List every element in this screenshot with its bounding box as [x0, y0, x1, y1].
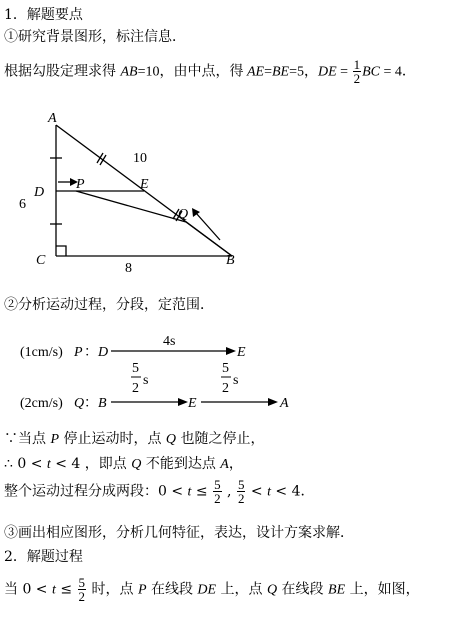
var-p: P	[50, 432, 60, 447]
because-line	[4, 428, 265, 448]
section-2-number: 2．	[4, 549, 27, 565]
text-segment: =	[336, 64, 352, 80]
text-segment: 上，点	[216, 581, 267, 598]
step-3-text: ③画出相应图形，分析几何特征，表达，设计方案求解．	[4, 525, 354, 541]
fraction-numerator: 1	[353, 57, 361, 72]
section-2-title: 解题过程	[26, 549, 83, 565]
text-segment: =	[264, 64, 272, 80]
text-segment: ,	[222, 483, 236, 500]
text-segment: ≤	[55, 581, 77, 598]
fraction-five-halves	[213, 478, 222, 505]
text-segment: ，	[228, 456, 243, 472]
motion-q-arrow-head-2	[268, 398, 278, 406]
motion-p-speed: (1cm/s)	[20, 345, 63, 360]
fraction-five-halves	[78, 576, 87, 603]
step-1-text: ①研究背景图形，标注信息．	[4, 29, 186, 45]
motion-q-time-1	[131, 361, 148, 396]
text-segment: <	[246, 483, 268, 500]
time-2-den: 2	[222, 381, 229, 396]
label-d: D	[34, 185, 45, 200]
text-segment: 整个运动过程分成两段：0 <	[4, 483, 188, 500]
case-line	[4, 576, 420, 603]
fraction-denominator: 2	[78, 589, 86, 604]
label-len-ac: 6	[19, 197, 26, 212]
motion-q-name: Q	[74, 396, 85, 411]
section-1-title: 解题要点	[26, 7, 83, 23]
motion-q-colon: ：	[84, 396, 98, 411]
motion-q-arrow-head-1	[178, 398, 188, 406]
label-p: P	[76, 177, 85, 192]
text-segment: ∵当点	[4, 431, 51, 447]
motion-q-from: B	[98, 396, 107, 411]
label-len-bc: 8	[125, 261, 132, 276]
var-t: t	[46, 457, 51, 472]
text-segment: 当 0 <	[4, 581, 52, 598]
fraction-denominator: 2	[214, 491, 221, 506]
segment-pq	[76, 191, 189, 222]
var-p: P	[137, 582, 147, 598]
text-segment: =5，	[289, 64, 318, 80]
text-segment: 根据勾股定理求得	[4, 63, 121, 80]
time-2-unit: s	[233, 373, 239, 388]
label-len-ab: 10	[133, 151, 147, 166]
var-t: t	[52, 582, 56, 598]
motion-p-from: D	[98, 345, 109, 360]
text-segment: 时，点	[87, 581, 138, 598]
var-q: Q	[266, 582, 278, 598]
var-be: BE	[328, 582, 346, 598]
fraction-numerator: 5	[78, 575, 86, 590]
var-ae: AE	[246, 64, 265, 80]
split-line	[4, 478, 315, 505]
therefore-line	[4, 453, 243, 473]
fraction-denominator: 2	[353, 71, 361, 86]
var-a: A	[220, 457, 229, 472]
label-e: E	[140, 177, 149, 192]
var-q: Q	[165, 432, 177, 447]
var-t: t	[267, 484, 271, 500]
label-b: B	[226, 253, 235, 268]
motion-p-arrow-head	[226, 347, 236, 355]
var-q: Q	[131, 457, 142, 472]
motion-q-to: A	[280, 396, 289, 411]
text-segment: ≤	[191, 483, 213, 500]
time-2-num: 5	[222, 361, 229, 376]
text-segment: = 4．	[379, 64, 416, 80]
text-segment: 在线段	[146, 581, 198, 598]
step-2-text: ②分析运动过程，分段，定范围．	[4, 297, 214, 313]
var-de: DE	[197, 582, 217, 598]
text-segment: ∴ 0 <	[4, 456, 47, 472]
time-1-num: 5	[132, 361, 139, 376]
motion-q-speed: (2cm/s)	[20, 396, 63, 411]
text-segment: 不能到达点	[141, 456, 221, 472]
text-segment: 也随之停止，	[176, 431, 265, 447]
var-ab: AB	[120, 64, 138, 80]
motion-q-mid: E	[188, 396, 197, 411]
fraction-numerator: 5	[237, 477, 245, 492]
motion-p-to: E	[237, 345, 246, 360]
var-be: BE	[271, 64, 290, 80]
section-1-number: 1．	[4, 7, 27, 23]
arrow-q-shaft	[196, 213, 220, 240]
var-de: DE	[318, 64, 337, 80]
time-1-den: 2	[132, 381, 139, 396]
time-1-unit: s	[143, 373, 149, 388]
label-a: A	[48, 111, 57, 126]
var-bc: BC	[362, 64, 380, 80]
motion-p-time: 4s	[163, 334, 176, 349]
label-q: Q	[178, 207, 189, 222]
motion-p-name: P	[74, 345, 83, 360]
text-segment: < 4 ，即点	[50, 456, 132, 472]
text-segment: < 4．	[270, 483, 315, 500]
text-segment: 上，如图，	[345, 581, 420, 598]
fraction-five-halves	[237, 478, 246, 505]
section-2-heading	[4, 546, 83, 566]
var-t: t	[187, 484, 192, 500]
text-segment: 停止运动时，点	[59, 431, 166, 447]
text-segment: 在线段	[277, 581, 329, 598]
label-c: C	[36, 253, 46, 268]
text-segment: =10，由中点，得	[137, 64, 247, 80]
fraction-denominator: 2	[237, 491, 245, 506]
fraction-numerator: 5	[214, 477, 221, 492]
motion-q-time-2	[221, 361, 238, 396]
right-angle-mark	[56, 246, 66, 256]
motion-p-colon: ：	[84, 345, 98, 360]
